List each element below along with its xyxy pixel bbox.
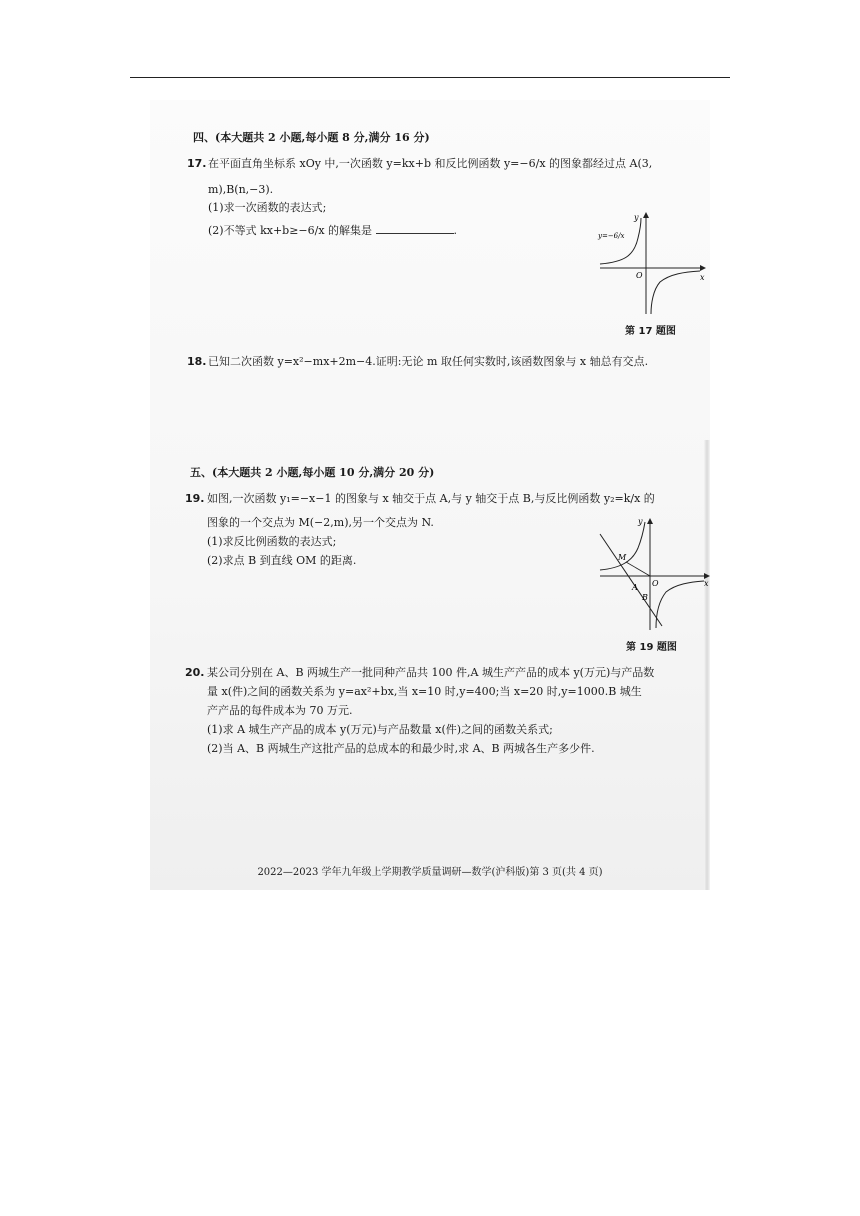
q19-y-label: y — [638, 517, 643, 526]
q17-x-label: x — [700, 273, 705, 282]
q19-curve-left — [600, 522, 645, 570]
q19-part-2: (2)求点 B 到直线 OM 的距离. — [207, 554, 357, 567]
q18-text: 已知二次函数 y=x²−mx+2m−4.证明:无论 m 取任何实数时,该函数图象与 x 轴总有交点. — [208, 355, 649, 368]
q17-part-2 — [208, 223, 457, 238]
section-4-header: 四、(本大题共 2 小题,每小题 8 分,满分 16 分) — [193, 131, 430, 144]
top-rule — [130, 77, 730, 78]
q19-y-arrow — [647, 518, 653, 524]
q19-curve-right — [656, 581, 704, 628]
q19-point-b: B — [642, 593, 648, 602]
q19-x-label: x — [704, 579, 709, 588]
q17-line-2: m),B(n,−3). — [208, 183, 274, 196]
q17-number: 17. — [187, 157, 207, 170]
q20-line-2: 量 x(件)之间的函数关系为 y=ax²+bx,当 x=10 时,y=400;当 x=20 时,y=1000.B 城生 — [207, 685, 642, 698]
q19-point-a: A — [632, 583, 638, 592]
q17-curve-label: y=−6/x — [598, 232, 625, 240]
q17-y-label: y — [634, 213, 639, 222]
q19-number: 19. — [185, 492, 205, 505]
q19-figure-caption: 第 19 题图 — [626, 642, 677, 653]
q17-figure-caption: 第 17 题图 — [625, 326, 676, 337]
q17-x-arrow — [700, 265, 706, 271]
q17-answer-blank[interactable] — [376, 223, 454, 234]
page-footer: 2022—2023 学年九年级上学期教学质量调研—数学(沪科版)第 3 页(共 4 页) — [257, 867, 603, 878]
q19-origin-label: O — [652, 579, 659, 588]
q19-point-m: M — [618, 553, 627, 562]
q20-part-2: (2)当 A、B 两城生产这批产品的总成本的和最少时,求 A、B 两城各生产多少件. — [207, 742, 595, 755]
q19-line-1: 如图,一次函数 y₁=−x−1 的图象与 x 轴交于点 A,与 y 轴交于点 B,与反比例函数 y₂=k/x 的 — [207, 492, 655, 505]
q20-line-1: 某公司分别在 A、B 两城生产一批同种产品共 100 件,A 城生产产品的成本 y(万元)与产品数 — [207, 666, 655, 679]
q17-curve-right — [651, 271, 700, 314]
q19-figure — [598, 512, 712, 632]
q19-part-1: (1)求反比例函数的表达式; — [207, 535, 337, 548]
q18-number: 18. — [187, 355, 207, 368]
q17-line-1: 在平面直角坐标系 xOy 中,一次函数 y=kx+b 和反比例函数 y=−6/x 的图象都经过点 A(3, — [208, 157, 653, 170]
q17-part-1: (1)求一次函数的表达式; — [208, 201, 327, 214]
q17-origin-label: O — [636, 271, 643, 280]
q20-part-1: (1)求 A 城生产产品的成本 y(万元)与产品数量 x(件)之间的函数关系式; — [207, 723, 553, 736]
q17-curve-left — [600, 218, 641, 264]
q19-line-2: 图象的一个交点为 M(−2,m),另一个交点为 N. — [207, 516, 434, 529]
q17-part-2-end: . — [453, 224, 458, 237]
q20-number: 20. — [185, 666, 205, 679]
q17-figure — [596, 208, 708, 318]
q17-part-2-text: (2)不等式 kx+b≥−6/x 的解集是 — [208, 224, 373, 237]
section-5-header: 五、(本大题共 2 小题,每小题 10 分,满分 20 分) — [190, 466, 435, 479]
q19-segment-om — [626, 562, 650, 576]
scan-edge-shadow — [704, 440, 710, 890]
q20-line-3: 产产品的每件成本为 70 万元. — [207, 704, 353, 717]
q17-y-arrow — [643, 212, 649, 218]
